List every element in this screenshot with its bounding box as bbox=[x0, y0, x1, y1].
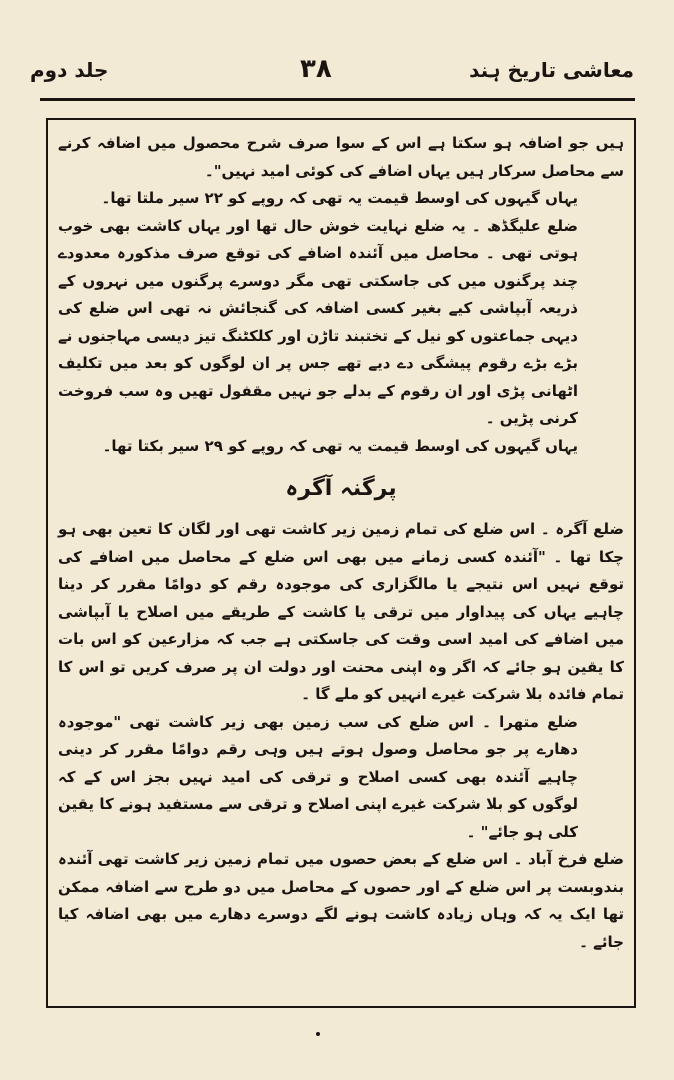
paragraph-aligarh: ضلع علیگڈھ ۔ یہ ضلع نہایت خوش حال تھا اور یہاں کاشت بھی خوب ہوتی تھی ۔ محاصل میں آئندہ اضافے کی توقع صرف مذکورہ معدودے چند پرگنوں میں کی جاسکتی تھی مگر دوسرے پرگنوں میں نہروں کے ذریعہ آبپاشی کیے بغیر کسی اضافہ کی گنجائش نہ تھی اس ضلع کی دیہی جماعتوں کو نیل کے تختبند تاڑن اور کلکٹنگ تیز دیسی مہاجنوں نے بڑے بڑے رقوم پیشگی دے دیے تھے جس پر ان لوگوں کو بعد میں تکلیف اٹھانی پڑی اور ان رقوم کے بدلے جو نہیں مقفول تھیں وہ سب فروخت کرنی پڑیں ۔ bbox=[58, 216, 578, 427]
section-heading: پرگنہ آگرہ bbox=[285, 476, 397, 501]
paragraph-mathura: ضلع متھرا ۔ اس ضلع کی سب زمین بھی زیر کاشت تھی "موجودہ دھارے پر جو محاصل وصول ہوتے ہیں وہی رقم دوامًا مقرر کر دینی چاہیے آئندہ بھی کسی اصلاح و ترقی کی امید نہیں بجز اس کے کہ لوگوں کو بلا شرکت غیرے اپنی اصلاح و ترقی سے مستفید ہونے کا یقین کلی ہو جائے" ۔ bbox=[58, 712, 578, 841]
body-text bbox=[58, 130, 624, 956]
header-rule bbox=[40, 98, 635, 101]
running-head-title: معاشی تاریخ ہند bbox=[469, 58, 634, 82]
paragraph-4: یہاں گیہوں کی اوسط قیمت یہ تھی کہ روپے کو ۲۹ سیر بکتا تھا۔ bbox=[102, 436, 578, 455]
page-number: ۳۸ bbox=[300, 54, 332, 84]
paragraph-2: یہاں گیہوں کی اوسط قیمت یہ تھی کہ روپے کو ۲۲ سیر ملتا تھا۔ bbox=[101, 189, 578, 207]
paragraph-agra: ضلع آگرہ ۔ اس ضلع کی تمام زمین زیر کاشت تھی اور لگان کا تعین بھی ہو چکا تھا ۔ "آئندہ کسی زمانے میں بھی اس ضلع کے محاصل میں اضافے کی توقع نہیں اس نتیجے یا مالگزاری کی موجودہ رقم کو دوامًا مقرر کر دینا چاہیے یہاں کی پیداوار میں ترقی یا کاشت کے طریقے میں اصلاح یا آبپاشی میں اضافے کی امید اسی وقت کی جاسکتی ہے جب کہ مزارعین کو اس بات کا یقین ہو جائے کہ اگر وہ اپنی محنت اور دولت ان پر صرف کریں تو اس کا تمام فائدہ بلا شرکت غیرے انہیں کو ملے گا ۔ bbox=[58, 520, 624, 703]
paragraph-farrukhabad: ضلع فرخ آباد ۔ اس ضلع کے بعض حصوں میں تمام زمین زیر کاشت تھی آئندہ بندوبست پر اس ضلع کے اور حصوں کے محاصل میں دو طرح سے اضافہ ممکن تھا ایک یہ کہ وہاں زیادہ کاشت ہونے لگے دوسرے دھارے میں بھی اضافہ کیا جائے ۔ bbox=[58, 850, 624, 951]
paragraph-1: ہیں جو اضافہ ہو سکتا ہے اس کے سوا صرف شرح محصول میں اضافہ کرنے سے محاصل سرکار ہیں یہاں اضافے کی کوئی امید نہیں"۔ bbox=[58, 134, 624, 180]
page-mark bbox=[316, 1032, 320, 1036]
running-head-volume: جلد دوم bbox=[30, 58, 109, 82]
